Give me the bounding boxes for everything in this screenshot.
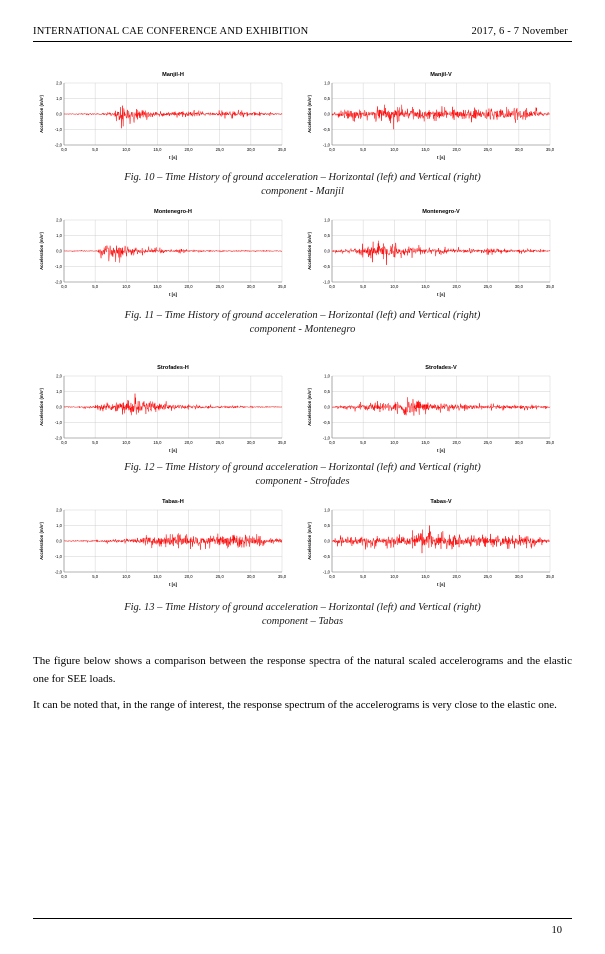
svg-text:1,0: 1,0 xyxy=(56,95,62,101)
svg-text:25,0: 25,0 xyxy=(215,440,224,445)
svg-text:-1,0: -1,0 xyxy=(54,263,62,269)
svg-text:0,0: 0,0 xyxy=(324,538,330,544)
svg-text:25,0: 25,0 xyxy=(483,284,492,289)
svg-text:35,0: 35,0 xyxy=(545,147,554,152)
svg-text:t [s]: t [s] xyxy=(168,582,178,587)
caption-fig-12-line2: component - Strofades xyxy=(255,475,350,487)
svg-text:35,0: 35,0 xyxy=(277,440,286,445)
svg-text:Montenegro-H: Montenegro-H xyxy=(154,209,192,215)
chart-strofades-h xyxy=(38,360,286,457)
svg-text:10,0: 10,0 xyxy=(122,440,131,445)
svg-text:-0,5: -0,5 xyxy=(322,553,330,559)
caption-fig-10 xyxy=(33,171,572,198)
svg-text:5,0: 5,0 xyxy=(360,440,367,445)
svg-text:-1,0: -1,0 xyxy=(322,435,330,441)
svg-text:0,0: 0,0 xyxy=(324,111,330,117)
svg-text:0,0: 0,0 xyxy=(324,404,330,410)
svg-text:15,0: 15,0 xyxy=(421,440,430,445)
caption-fig-11 xyxy=(33,309,572,336)
chart-row-manjil xyxy=(38,67,554,164)
svg-text:Acceleration (m/s²): Acceleration (m/s²) xyxy=(307,232,312,270)
svg-text:10,0: 10,0 xyxy=(390,574,399,579)
svg-text:10,0: 10,0 xyxy=(390,440,399,445)
svg-text:0,0: 0,0 xyxy=(329,440,335,445)
chart-manjil-v xyxy=(306,67,554,164)
chart-strofades-v xyxy=(306,360,554,457)
svg-text:30,0: 30,0 xyxy=(246,147,255,152)
svg-text:Acceleration (m/s²): Acceleration (m/s²) xyxy=(39,522,44,560)
page-number: 10 xyxy=(551,925,562,936)
svg-text:0,0: 0,0 xyxy=(329,574,335,579)
caption-fig-13-line1: Fig. 13 – Time History of ground acceleration – Horizontal (left) and Vertical (right) xyxy=(124,602,481,613)
svg-text:0,0: 0,0 xyxy=(56,111,62,117)
svg-text:25,0: 25,0 xyxy=(215,284,224,289)
svg-text:10,0: 10,0 xyxy=(122,147,131,152)
svg-text:Manjil-H: Manjil-H xyxy=(162,72,184,78)
svg-text:30,0: 30,0 xyxy=(514,574,523,579)
svg-text:0,0: 0,0 xyxy=(61,440,67,445)
svg-text:20,0: 20,0 xyxy=(452,284,461,289)
chart-manjil-h xyxy=(38,67,286,164)
header-rule xyxy=(33,41,572,42)
svg-text:20,0: 20,0 xyxy=(452,147,461,152)
caption-fig-11-line2: component - Montenegro xyxy=(249,323,356,335)
svg-text:15,0: 15,0 xyxy=(421,284,430,289)
svg-text:10,0: 10,0 xyxy=(390,147,399,152)
svg-text:35,0: 35,0 xyxy=(277,574,286,579)
svg-text:0,0: 0,0 xyxy=(329,147,335,152)
svg-text:0,0: 0,0 xyxy=(61,147,67,152)
svg-text:2,0: 2,0 xyxy=(56,507,62,513)
svg-text:Manjil-V: Manjil-V xyxy=(430,72,452,78)
svg-text:10,0: 10,0 xyxy=(122,574,131,579)
svg-text:0,5: 0,5 xyxy=(324,95,330,101)
svg-text:5,0: 5,0 xyxy=(92,147,99,152)
svg-text:Acceleration (m/s²): Acceleration (m/s²) xyxy=(39,232,44,270)
chart-tabas-h xyxy=(38,494,286,591)
svg-text:20,0: 20,0 xyxy=(184,147,193,152)
svg-text:5,0: 5,0 xyxy=(360,147,367,152)
svg-text:1,0: 1,0 xyxy=(324,373,330,379)
svg-text:30,0: 30,0 xyxy=(514,284,523,289)
svg-text:5,0: 5,0 xyxy=(360,574,367,579)
svg-text:1,0: 1,0 xyxy=(324,217,330,223)
svg-text:Acceleration (m/s²): Acceleration (m/s²) xyxy=(307,522,312,560)
svg-text:0,0: 0,0 xyxy=(329,284,335,289)
caption-fig-12-line1: Fig. 12 – Time History of ground acceleration – Horizontal (left) and Vertical (right) xyxy=(124,462,481,473)
svg-text:10,0: 10,0 xyxy=(390,284,399,289)
svg-text:35,0: 35,0 xyxy=(277,147,286,152)
svg-text:35,0: 35,0 xyxy=(545,440,554,445)
svg-text:5,0: 5,0 xyxy=(92,574,99,579)
svg-text:t [s]: t [s] xyxy=(168,292,178,297)
svg-text:1,0: 1,0 xyxy=(56,522,62,528)
svg-text:30,0: 30,0 xyxy=(246,284,255,289)
svg-text:15,0: 15,0 xyxy=(153,147,162,152)
svg-text:-2,0: -2,0 xyxy=(54,142,62,148)
svg-text:t [s]: t [s] xyxy=(168,448,178,453)
svg-text:20,0: 20,0 xyxy=(452,574,461,579)
svg-text:25,0: 25,0 xyxy=(215,147,224,152)
svg-text:30,0: 30,0 xyxy=(246,574,255,579)
svg-text:35,0: 35,0 xyxy=(277,284,286,289)
svg-text:Montenegro-V: Montenegro-V xyxy=(422,209,460,215)
svg-text:0,5: 0,5 xyxy=(324,522,330,528)
svg-text:0,0: 0,0 xyxy=(56,404,62,410)
svg-text:2,0: 2,0 xyxy=(56,217,62,223)
svg-text:t [s]: t [s] xyxy=(436,448,446,453)
caption-fig-10-line1: Fig. 10 – Time History of ground acceleration – Horizontal (left) and Vertical (right) xyxy=(124,172,481,183)
svg-text:30,0: 30,0 xyxy=(514,440,523,445)
chart-montenegro-h xyxy=(38,204,286,301)
svg-text:-1,0: -1,0 xyxy=(322,142,330,148)
header-date: 2017, 6 - 7 November xyxy=(471,26,568,37)
svg-text:Acceleration (m/s²): Acceleration (m/s²) xyxy=(307,95,312,133)
chart-montenegro-v xyxy=(306,204,554,301)
svg-text:0,5: 0,5 xyxy=(324,232,330,238)
svg-text:2,0: 2,0 xyxy=(56,80,62,86)
svg-text:0,0: 0,0 xyxy=(324,248,330,254)
body-paragraph-2: It can be noted that, in the range of interest, the response spectrum of the accelerograms is very close to the elastic one. xyxy=(33,699,557,711)
caption-fig-13-line2: component – Tabas xyxy=(261,615,344,627)
svg-text:0,0: 0,0 xyxy=(56,538,62,544)
chart-row-strofades xyxy=(38,360,554,457)
svg-text:-0,5: -0,5 xyxy=(322,419,330,425)
svg-text:20,0: 20,0 xyxy=(452,440,461,445)
svg-text:25,0: 25,0 xyxy=(215,574,224,579)
svg-text:25,0: 25,0 xyxy=(483,440,492,445)
svg-text:5,0: 5,0 xyxy=(360,284,367,289)
svg-text:20,0: 20,0 xyxy=(184,284,193,289)
svg-text:15,0: 15,0 xyxy=(421,574,430,579)
header-conference-title: INTERNATIONAL CAE CONFERENCE AND EXHIBITION xyxy=(33,26,309,37)
caption-fig-12 xyxy=(33,461,572,488)
caption-fig-11-line1: Fig. 11 – Time History of ground acceleration – Horizontal (left) and Vertical (right) xyxy=(124,310,481,321)
svg-text:20,0: 20,0 xyxy=(184,440,193,445)
svg-text:-1,0: -1,0 xyxy=(54,126,62,132)
svg-text:t [s]: t [s] xyxy=(436,582,446,587)
svg-text:Tabas-V: Tabas-V xyxy=(430,499,452,505)
svg-text:1,0: 1,0 xyxy=(56,388,62,394)
svg-text:Tabas-H: Tabas-H xyxy=(162,499,184,505)
footer-rule xyxy=(33,918,572,919)
svg-text:0,5: 0,5 xyxy=(324,388,330,394)
svg-text:15,0: 15,0 xyxy=(153,284,162,289)
svg-text:Acceleration (m/s²): Acceleration (m/s²) xyxy=(39,388,44,426)
svg-text:30,0: 30,0 xyxy=(514,147,523,152)
svg-text:15,0: 15,0 xyxy=(153,574,162,579)
svg-text:5,0: 5,0 xyxy=(92,440,99,445)
svg-text:-1,0: -1,0 xyxy=(322,569,330,575)
chart-row-tabas xyxy=(38,494,554,591)
svg-text:20,0: 20,0 xyxy=(184,574,193,579)
svg-text:-1,0: -1,0 xyxy=(322,279,330,285)
svg-text:-2,0: -2,0 xyxy=(54,435,62,441)
svg-text:25,0: 25,0 xyxy=(483,574,492,579)
svg-text:Strofades-V: Strofades-V xyxy=(425,365,457,371)
svg-text:30,0: 30,0 xyxy=(246,440,255,445)
svg-text:0,0: 0,0 xyxy=(61,284,67,289)
svg-text:10,0: 10,0 xyxy=(122,284,131,289)
svg-text:t [s]: t [s] xyxy=(436,292,446,297)
body-paragraph-1: The figure below shows a comparison between the response spectra of the natural scaled accelerograms and the elastic one for SEE loads. xyxy=(33,655,572,685)
caption-fig-10-line2: component - Manjil xyxy=(261,185,344,197)
svg-text:-1,0: -1,0 xyxy=(54,419,62,425)
svg-text:2,0: 2,0 xyxy=(56,373,62,379)
svg-text:Acceleration (m/s²): Acceleration (m/s²) xyxy=(307,388,312,426)
svg-text:1,0: 1,0 xyxy=(324,507,330,513)
chart-tabas-v xyxy=(306,494,554,591)
svg-text:t [s]: t [s] xyxy=(436,155,446,160)
svg-text:t [s]: t [s] xyxy=(168,155,178,160)
chart-row-montenegro xyxy=(38,204,554,301)
svg-text:0,0: 0,0 xyxy=(61,574,67,579)
svg-text:25,0: 25,0 xyxy=(483,147,492,152)
svg-text:-0,5: -0,5 xyxy=(322,126,330,132)
svg-text:15,0: 15,0 xyxy=(153,440,162,445)
svg-text:-2,0: -2,0 xyxy=(54,569,62,575)
svg-text:5,0: 5,0 xyxy=(92,284,99,289)
svg-text:1,0: 1,0 xyxy=(324,80,330,86)
svg-text:35,0: 35,0 xyxy=(545,284,554,289)
svg-text:Strofades-H: Strofades-H xyxy=(157,365,189,371)
svg-text:35,0: 35,0 xyxy=(545,574,554,579)
svg-text:Acceleration (m/s²): Acceleration (m/s²) xyxy=(39,95,44,133)
svg-text:-2,0: -2,0 xyxy=(54,279,62,285)
svg-text:15,0: 15,0 xyxy=(421,147,430,152)
svg-text:-0,5: -0,5 xyxy=(322,263,330,269)
svg-text:0,0: 0,0 xyxy=(56,248,62,254)
svg-text:1,0: 1,0 xyxy=(56,232,62,238)
svg-text:-1,0: -1,0 xyxy=(54,553,62,559)
caption-fig-13 xyxy=(33,601,572,628)
